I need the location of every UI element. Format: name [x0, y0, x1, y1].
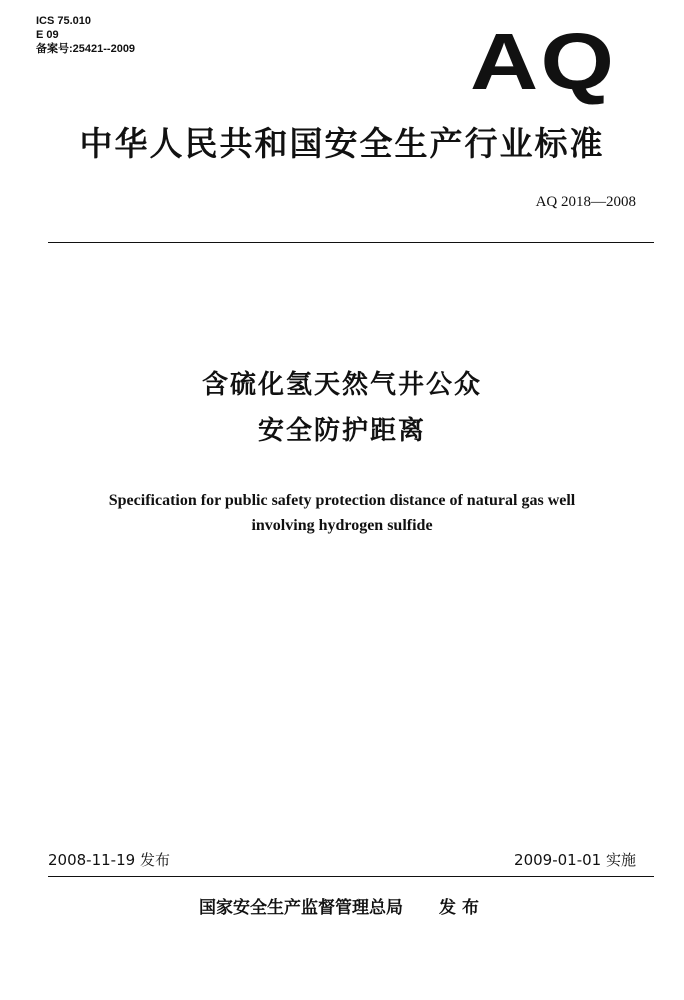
- english-title-line-1: Specification for public safety protection distance of natural gas well: [108, 492, 576, 509]
- record-number: 备案号:25421--2009: [36, 43, 136, 55]
- ccs-code: E 09: [36, 29, 59, 41]
- top-divider: [48, 242, 654, 243]
- implementation-date: 2009-01-01 实施: [514, 851, 636, 869]
- chinese-title-line-2: 安全防护距离: [257, 416, 426, 446]
- english-title: [0, 488, 684, 538]
- bottom-divider: [48, 876, 654, 877]
- publisher-action: 发布: [439, 898, 485, 918]
- chinese-title: [0, 362, 684, 454]
- standard-category: 中华人民共和国安全生产行业标准: [79, 124, 605, 163]
- english-title-line-2: involving hydrogen sulfide: [251, 517, 433, 534]
- chinese-title-line-1: 含硫化氢天然气井公众: [201, 370, 482, 400]
- document-meta: [36, 14, 135, 56]
- ics-code: ICS 75.010: [36, 15, 92, 27]
- publisher: [0, 896, 684, 920]
- publisher-name: 国家安全生产监督管理总局: [199, 898, 403, 918]
- issue-date: 2008-11-19 发布: [48, 851, 170, 869]
- standard-number: AQ 2018—2008: [535, 194, 636, 210]
- aq-logo: AQ: [470, 17, 617, 106]
